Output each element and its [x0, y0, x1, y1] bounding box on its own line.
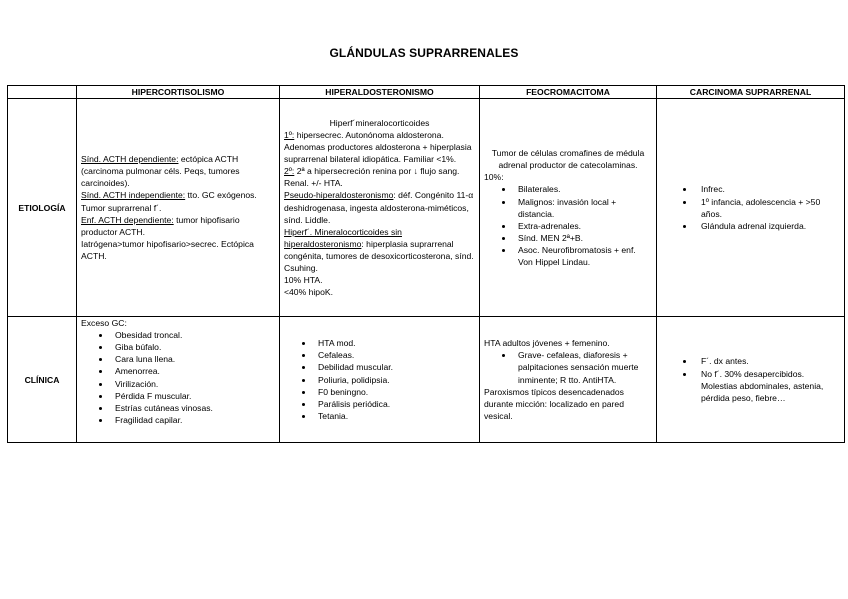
list-item: • Giba búfalo.	[111, 341, 275, 353]
row-label-clinica: CLÍNICA	[8, 317, 77, 443]
etiologia-hc-line2: Sínd. ACTH independiente: tto. GC exógenos. Tumor suprarrenal f´.	[81, 190, 257, 213]
clinica-hc-intro: Exceso GC:	[81, 318, 127, 329]
list-item: • No f´. 30% desapercibidos. Molestias abdominales, astenia, pérdida peso, fiebre…	[695, 368, 840, 404]
etiologia-ha-primario: 1º: hipersecrec. Autonónoma aldosterona. Adenomas productores aldosterona + hiperplasia suprarrenal bilateral idiopática. Familiar <1%.	[284, 129, 472, 165]
etiologia-ha-secundario: 2º: 2ª a hipersecreción renina por ↓ flujo sang. Renal. +/- HTA.	[284, 166, 460, 189]
etiologia-feo-pct: 10%:	[484, 172, 504, 183]
col-header-hiperaldosteronismo: HIPERALDOSTERONISMO	[280, 86, 480, 99]
corner-cell	[8, 86, 77, 99]
list-item: • Fragilidad capilar.	[111, 414, 275, 426]
page-title: GLÁNDULAS SUPRARRENALES	[329, 46, 519, 60]
cell-etiologia-hiperaldosteronismo	[280, 99, 480, 317]
list-item: • F´. dx antes.	[695, 355, 840, 367]
list-item: • Estrías cutáneas vinosas.	[111, 402, 275, 414]
list-item: • 1º infancia, adolescencia + >50 años.	[695, 196, 840, 220]
col-header-hipercortisolismo: HIPERCORTISOLISMO	[77, 86, 280, 99]
cell-etiologia-hipercortisolismo	[77, 99, 280, 317]
etiologia-ha-heading: Hiperf´mineralocorticoides	[329, 117, 430, 128]
list-item: • Grave- cefaleas, diaforesis + palpitaciones sensación muerte inminente; R tto. AntiHTA.	[514, 349, 652, 385]
col-header-feocromocitoma: FEOCROMACITOMA	[480, 86, 657, 99]
list-item: • Infrec.	[695, 183, 840, 195]
cell-etiologia-carcinoma	[657, 99, 845, 317]
cell-clinica-hipercortisolismo	[77, 317, 280, 443]
list-item: • Poliuria, polidipsia.	[314, 374, 475, 386]
cell-etiologia-feocromocitoma	[480, 99, 657, 317]
list-item: • Malignos: invasión local + distancia.	[514, 196, 652, 220]
etiologia-ha-hta: 10% HTA.	[284, 275, 323, 286]
list-item: • Cefaleas.	[314, 349, 475, 361]
list-item: • HTA mod.	[314, 337, 475, 349]
clinica-feo-outro: Paroxismos típicos desencadenados durante micción: localizado en pared vesical.	[484, 386, 624, 421]
list-item: • Asoc. Neurofibromatosis + enf. Von Hippel Lindau.	[514, 244, 652, 268]
clinica-hc-list	[81, 329, 275, 426]
list-item: • Virilización.	[111, 378, 275, 390]
list-item: • Sínd. MEN 2ª+B.	[514, 232, 652, 244]
cell-clinica-carcinoma	[657, 317, 845, 443]
cell-clinica-feocromocitoma	[480, 317, 657, 443]
etiologia-ha-hipok: <40% hipoK.	[284, 287, 333, 298]
etiologia-ha-pseudo: Pseudo-hiperaldosteronismo: déf. Congénito 11-α deshidrogenasa, ingesta aldosterona-miméticos, sínd. Liddle.	[284, 190, 474, 225]
row-label-etiologia: ETIOLOGÍA	[8, 99, 77, 317]
list-item: • Extra-adrenales.	[514, 220, 652, 232]
row-clinica	[8, 317, 845, 443]
list-item: • Tetania.	[314, 410, 475, 422]
list-item: • Debilidad muscular.	[314, 361, 475, 373]
etiologia-hc-line4: Iatrógena>tumor hipofisario>secrec. Ectópica ACTH.	[81, 238, 254, 261]
list-item: • Bilaterales.	[514, 183, 652, 195]
etiologia-hc-line3: Enf. ACTH dependiente: tumor hipofisario productor ACTH.	[81, 214, 240, 237]
clinica-carcinoma-list	[661, 355, 840, 403]
col-header-carcinoma: CARCINOMA SUPRARRENAL	[657, 86, 845, 99]
list-item: • Cara luna llena.	[111, 353, 275, 365]
clinica-feo-list	[484, 349, 652, 385]
list-item: • F0 beningno.	[314, 386, 475, 398]
etiologia-ha-sin-hiperaldo: Hiperf´. Mineralocorticoides sin hiperaldosteronismo: hiperplasia suprarrenal congénita, tumores de desoxicorticosterona, sínd. Csuhing.	[284, 226, 474, 274]
cell-clinica-hiperaldosteronismo	[280, 317, 480, 443]
row-etiologia	[8, 99, 845, 317]
list-item: • Obesidad troncal.	[111, 329, 275, 341]
summary-table	[7, 85, 845, 443]
etiologia-hc-line1: Sínd. ACTH dependiente: ectópica ACTH (carcinoma pulmonar céls. Peqs, tumores carcinoides).	[81, 154, 240, 189]
list-item: • Pérdida F muscular.	[111, 390, 275, 402]
list-item: • Glándula adrenal izquierda.	[695, 220, 840, 232]
etiologia-carcinoma-list	[661, 183, 840, 231]
etiologia-feo-list	[484, 183, 652, 268]
list-item: • Amenorrea.	[111, 365, 275, 377]
clinica-ha-list	[284, 337, 475, 422]
header-row	[8, 86, 845, 99]
list-item: • Parálisis periódica.	[314, 398, 475, 410]
clinica-feo-intro: HTA adultos jóvenes + femenino.	[484, 338, 610, 349]
etiologia-feo-intro: Tumor de células cromafines de médula adrenal productor de catecolaminas.	[491, 148, 645, 171]
